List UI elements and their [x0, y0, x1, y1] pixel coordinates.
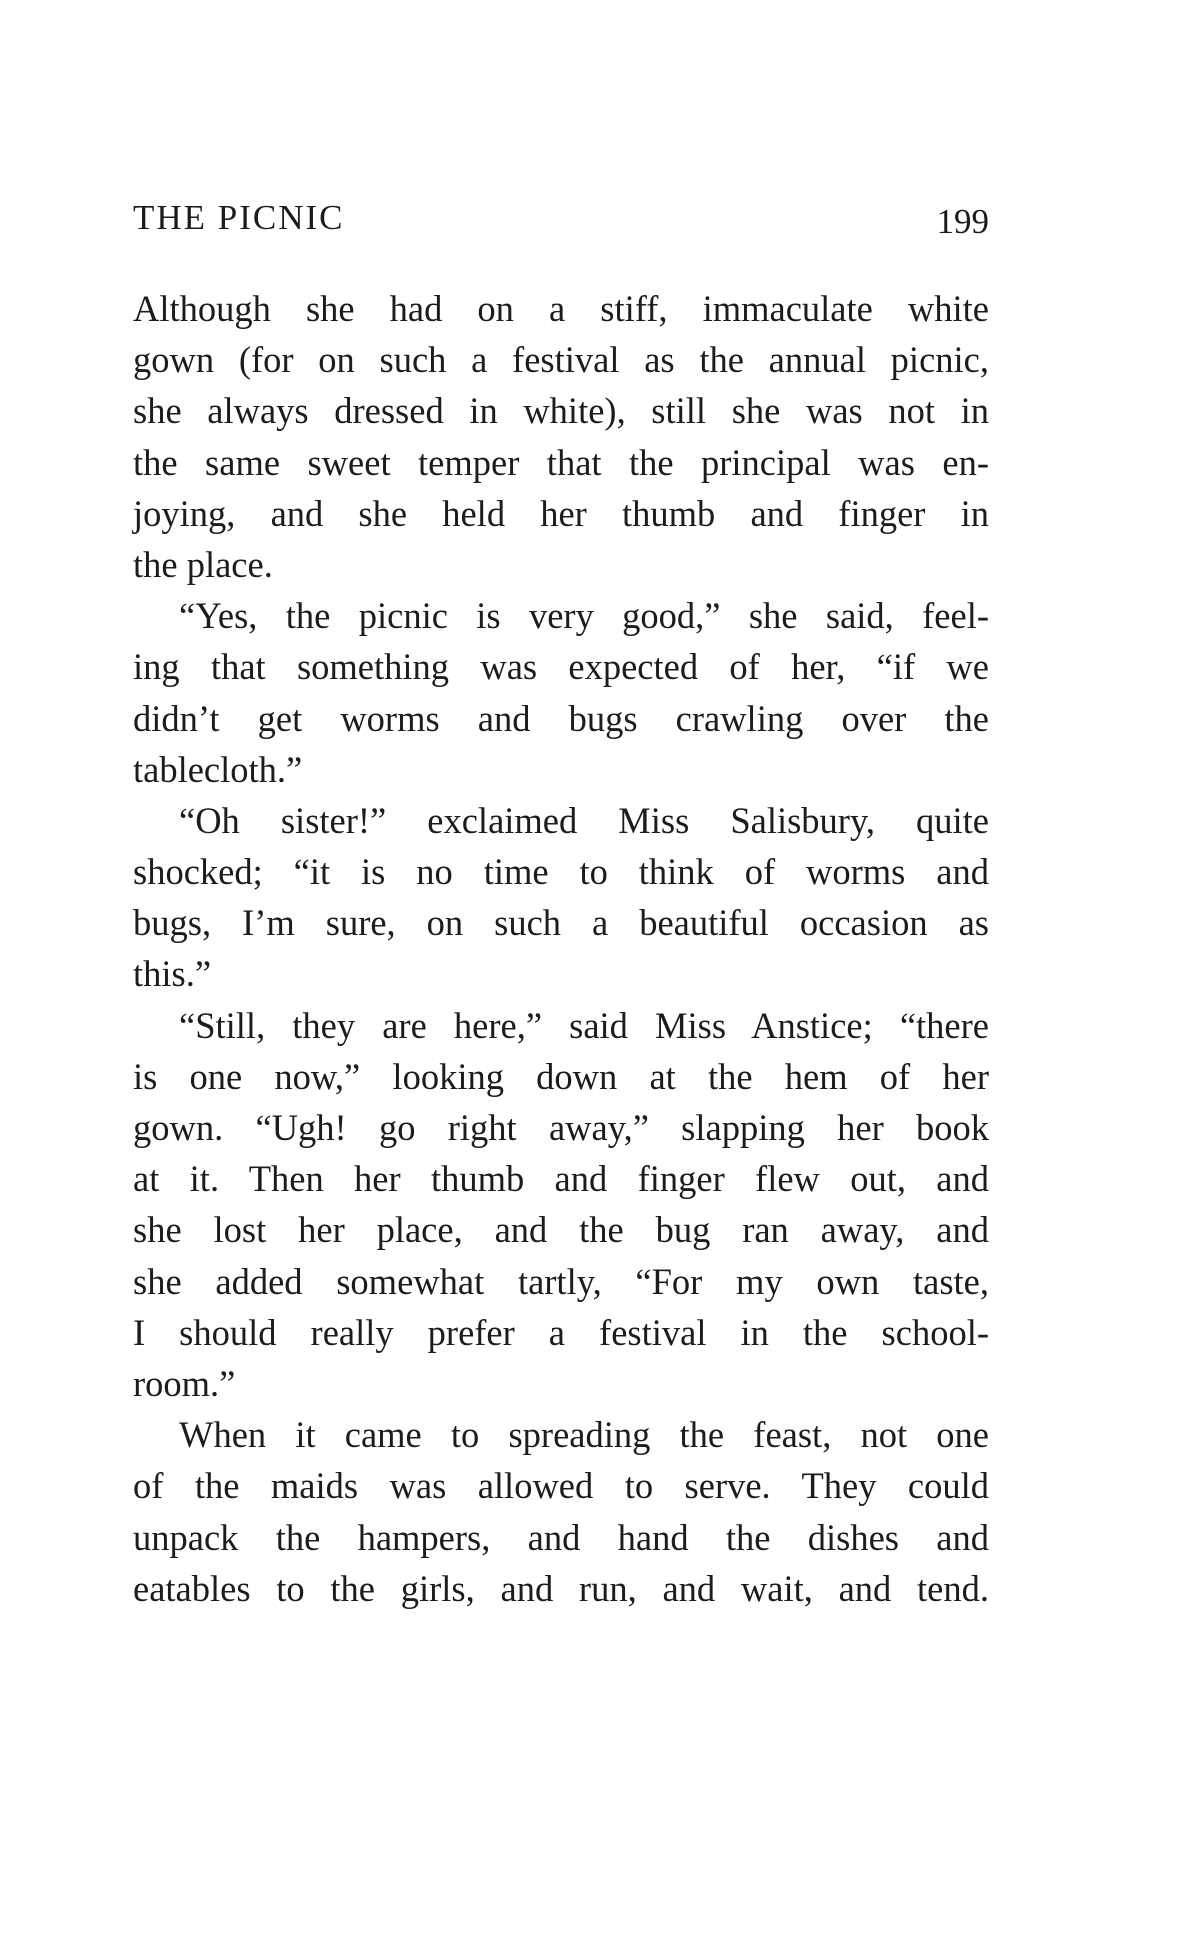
text-line: unpack the hampers, and hand the dishes and	[133, 1516, 989, 1558]
page-number: 199	[936, 202, 989, 241]
text-line: Although she had on a stiff, immaculate white	[133, 288, 989, 329]
running-title: THE PICNIC	[133, 198, 345, 237]
text-line: is one now,” looking down at the hem of her	[133, 1055, 989, 1097]
text-line: of the maids was allowed to serve. They could	[133, 1465, 989, 1507]
text-line: she always dressed in white), still she was not in	[133, 390, 989, 432]
text-line: “Yes, the picnic is very good,” she said, feel-	[179, 595, 989, 637]
text-line: she lost her place, and the bug ran away, and	[133, 1209, 989, 1251]
text-line: “Oh sister!” exclaimed Miss Salisbury, quite	[179, 799, 989, 841]
text-line: at it. Then her thumb and finger flew out, and	[133, 1158, 989, 1200]
text-line: gown (for on such a festival as the annual picnic,	[133, 339, 989, 381]
running-head	[133, 198, 989, 248]
text-line: the same sweet temper that the principal was en-	[133, 441, 989, 483]
text-line: didn’t get worms and bugs crawling over the	[133, 697, 989, 739]
text-line: this.”	[133, 953, 212, 995]
text-line: she added somewhat tartly, “For my own taste,	[133, 1260, 989, 1302]
text-line: gown. “Ugh! go right away,” slapping her book	[133, 1107, 989, 1148]
text-line: bugs, I’m sure, on such a beautiful occasion as	[133, 902, 989, 944]
text-line: tablecloth.”	[133, 748, 303, 790]
text-line: joying, and she held her thumb and finger in	[133, 492, 989, 534]
text-line: I should really prefer a festival in the school-	[133, 1311, 989, 1353]
text-line: “Still, they are here,” said Miss Anstice; “there	[179, 1004, 989, 1046]
text-line: shocked; “it is no time to think of worms and	[133, 851, 989, 893]
text-line: eatables to the girls, and run, and wait, and tend.	[133, 1567, 989, 1609]
text-line: the place.	[133, 543, 273, 585]
text-line: room.”	[133, 1362, 236, 1404]
text-line: When it came to spreading the feast, not one	[179, 1414, 989, 1456]
body-text	[133, 283, 989, 1614]
text-line: ing that something was expected of her, “if we	[133, 646, 989, 688]
